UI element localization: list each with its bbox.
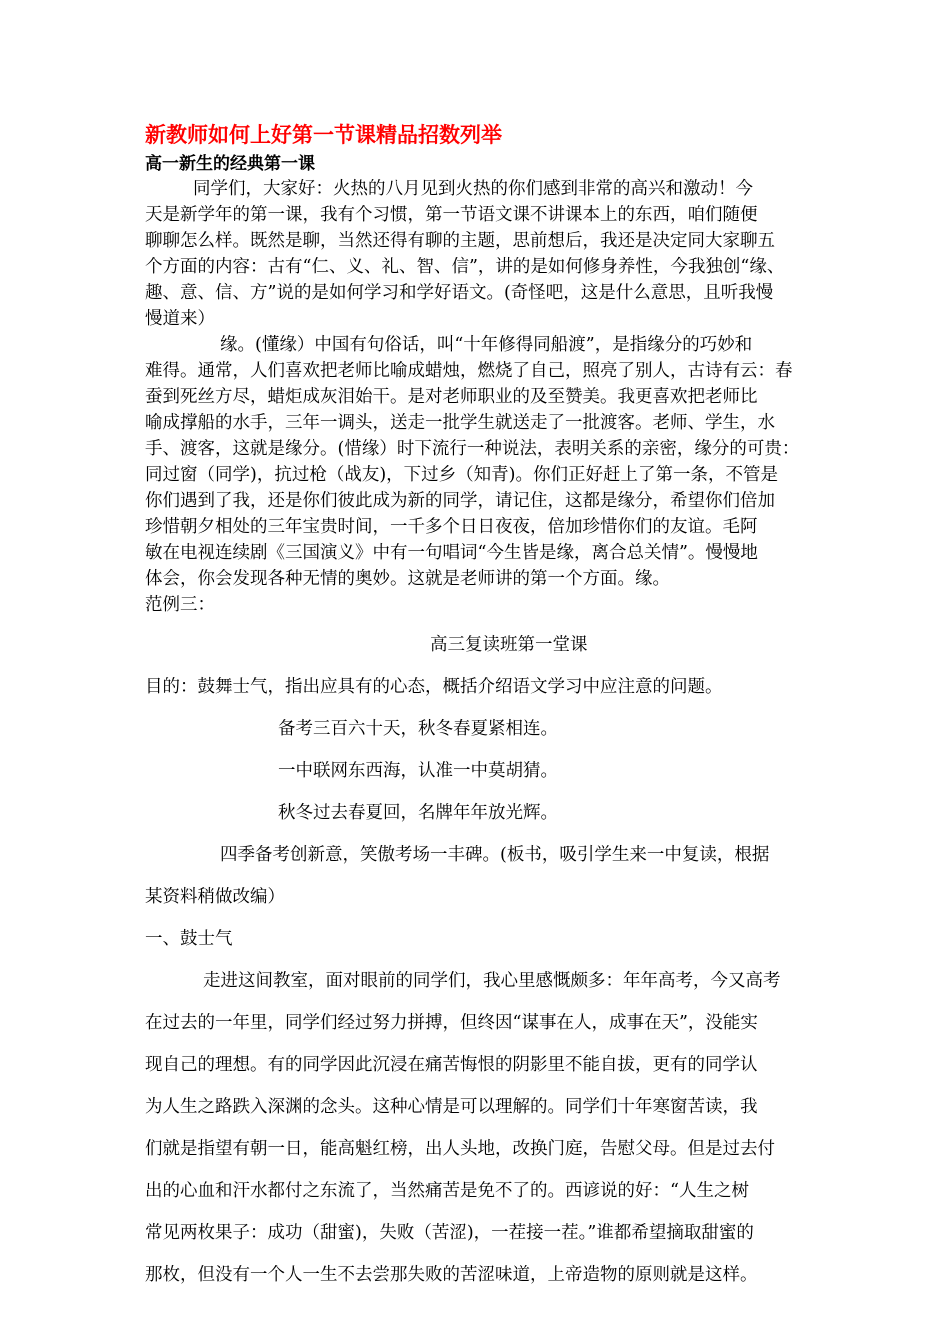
paragraph-line: 趣、意、信、方”说的是如何学习和学好语文。(奇怪吧，这是什么意思，且听我慢 <box>145 283 774 303</box>
poem-line: 一中联网东西海，认准一中莫胡猜。 <box>278 761 558 781</box>
paragraph-line: 聊聊怎么样。既然是聊，当然还得有聊的主题，思前想后，我还是决定同大家聊五 <box>145 231 775 251</box>
paragraph-line: 同学们，大家好：火热的八月见到火热的你们感到非常的高兴和激动！今 <box>193 179 753 199</box>
poem-line: 秋冬过去春夏回，名牌年年放光辉。 <box>278 803 558 823</box>
lesson-title: 高三复读班第一堂课 <box>430 635 588 655</box>
example-label: 范例三： <box>145 595 215 615</box>
section-heading: 一、鼓士气 <box>145 929 233 949</box>
paragraph-line: 那枚，但没有一个人一生不去尝那失败的苦涩味道，上帝造物的原则就是这样。 <box>145 1265 758 1285</box>
paragraph-line: 敏在电视连续剧《三国演义》中有一句唱词“今生皆是缘，离合总关情”。慢慢地 <box>145 543 758 563</box>
paragraph-line: 喻成撑船的水手，三年一调头，送走一批学生就送走了一批渡客。老师、学生，水 <box>145 413 775 433</box>
paragraph-line: 同过窗（同学)，抗过枪（战友)，下过乡（知青)。你们正好赶上了第一条，不管是 <box>145 465 778 485</box>
document-title: 新教师如何上好第一节课精品招数列举 <box>145 123 502 147</box>
paragraph-line: 常见两枚果子：成功（甜蜜)，失败（苦涩)，一茬接一茬。”谁都希望摘取甜蜜的 <box>145 1223 754 1243</box>
poem-end-line: 四季备考创新意，笑傲考场一丰碑。(板书，吸引学生来一中复读，根据 <box>220 845 770 865</box>
paragraph-line: 现自己的理想。有的同学因此沉浸在痛苦悔恨的阴影里不能自拔，更有的同学认 <box>145 1055 758 1075</box>
paragraph-line: 珍惜朝夕相处的三年宝贵时间，一千多个日日夜夜，倍加珍惜你们的友谊。毛阿 <box>145 517 758 537</box>
purpose-line: 目的：鼓舞士气，指出应具有的心态，概括介绍语文学习中应注意的问题。 <box>145 677 723 697</box>
paragraph-line: 走进这间教室，面对眼前的同学们，我心里感慨颇多：年年高考，今又高考 <box>203 971 781 991</box>
paragraph-line: 在过去的一年里，同学们经过努力拼搏，但终因“谋事在人，成事在天”，没能实 <box>145 1013 758 1033</box>
paragraph-line: 慢道来） <box>145 309 215 329</box>
paragraph-line: 出的心血和汗水都付之东流了，当然痛苦是免不了的。西谚说的好：“人生之树 <box>145 1181 749 1201</box>
paragraph-line: 们就是指望有朝一日，能高魁红榜，出人头地，改换门庭，告慰父母。但是过去付 <box>145 1139 775 1159</box>
document-subtitle: 高一新生的经典第一课 <box>145 154 315 174</box>
paragraph-line: 难得。通常，人们喜欢把老师比喻成蜡烛，燃烧了自己，照亮了别人，古诗有云：春 <box>145 361 793 381</box>
poem-line: 备考三百六十天，秋冬春夏紧相连。 <box>278 719 558 739</box>
paragraph-line: 手、渡客，这就是缘分。(惜缘）时下流行一种说法，表明关系的亲密，缘分的可贵： <box>145 439 800 459</box>
paragraph-line: 你们遇到了我，还是你们彼此成为新的同学，请记住，这都是缘分，希望你们倍加 <box>145 491 775 511</box>
paragraph-line: 为人生之路跌入深渊的念头。这种心情是可以理解的。同学们十年寒窗苦读，我 <box>145 1097 758 1117</box>
poem-end-line: 某资料稍做改编） <box>145 887 285 907</box>
paragraph-line: 缘。(懂缘）中国有句俗话，叫“十年修得同船渡”，是指缘分的巧妙和 <box>220 335 753 355</box>
paragraph-line: 体会，你会发现各种无情的奥妙。这就是老师讲的第一个方面。缘。 <box>145 569 670 589</box>
paragraph-line: 个方面的内容：古有“仁、义、礼、智、信”，讲的是如何修身养性，今我独创“缘、 <box>145 257 785 277</box>
paragraph-line: 天是新学年的第一课，我有个习惯，第一节语文课不讲课本上的东西，咱们随便 <box>145 205 758 225</box>
paragraph-line: 蚕到死丝方尽，蜡炬成灰泪始干。是对老师职业的及至赞美。我更喜欢把老师比 <box>145 387 758 407</box>
